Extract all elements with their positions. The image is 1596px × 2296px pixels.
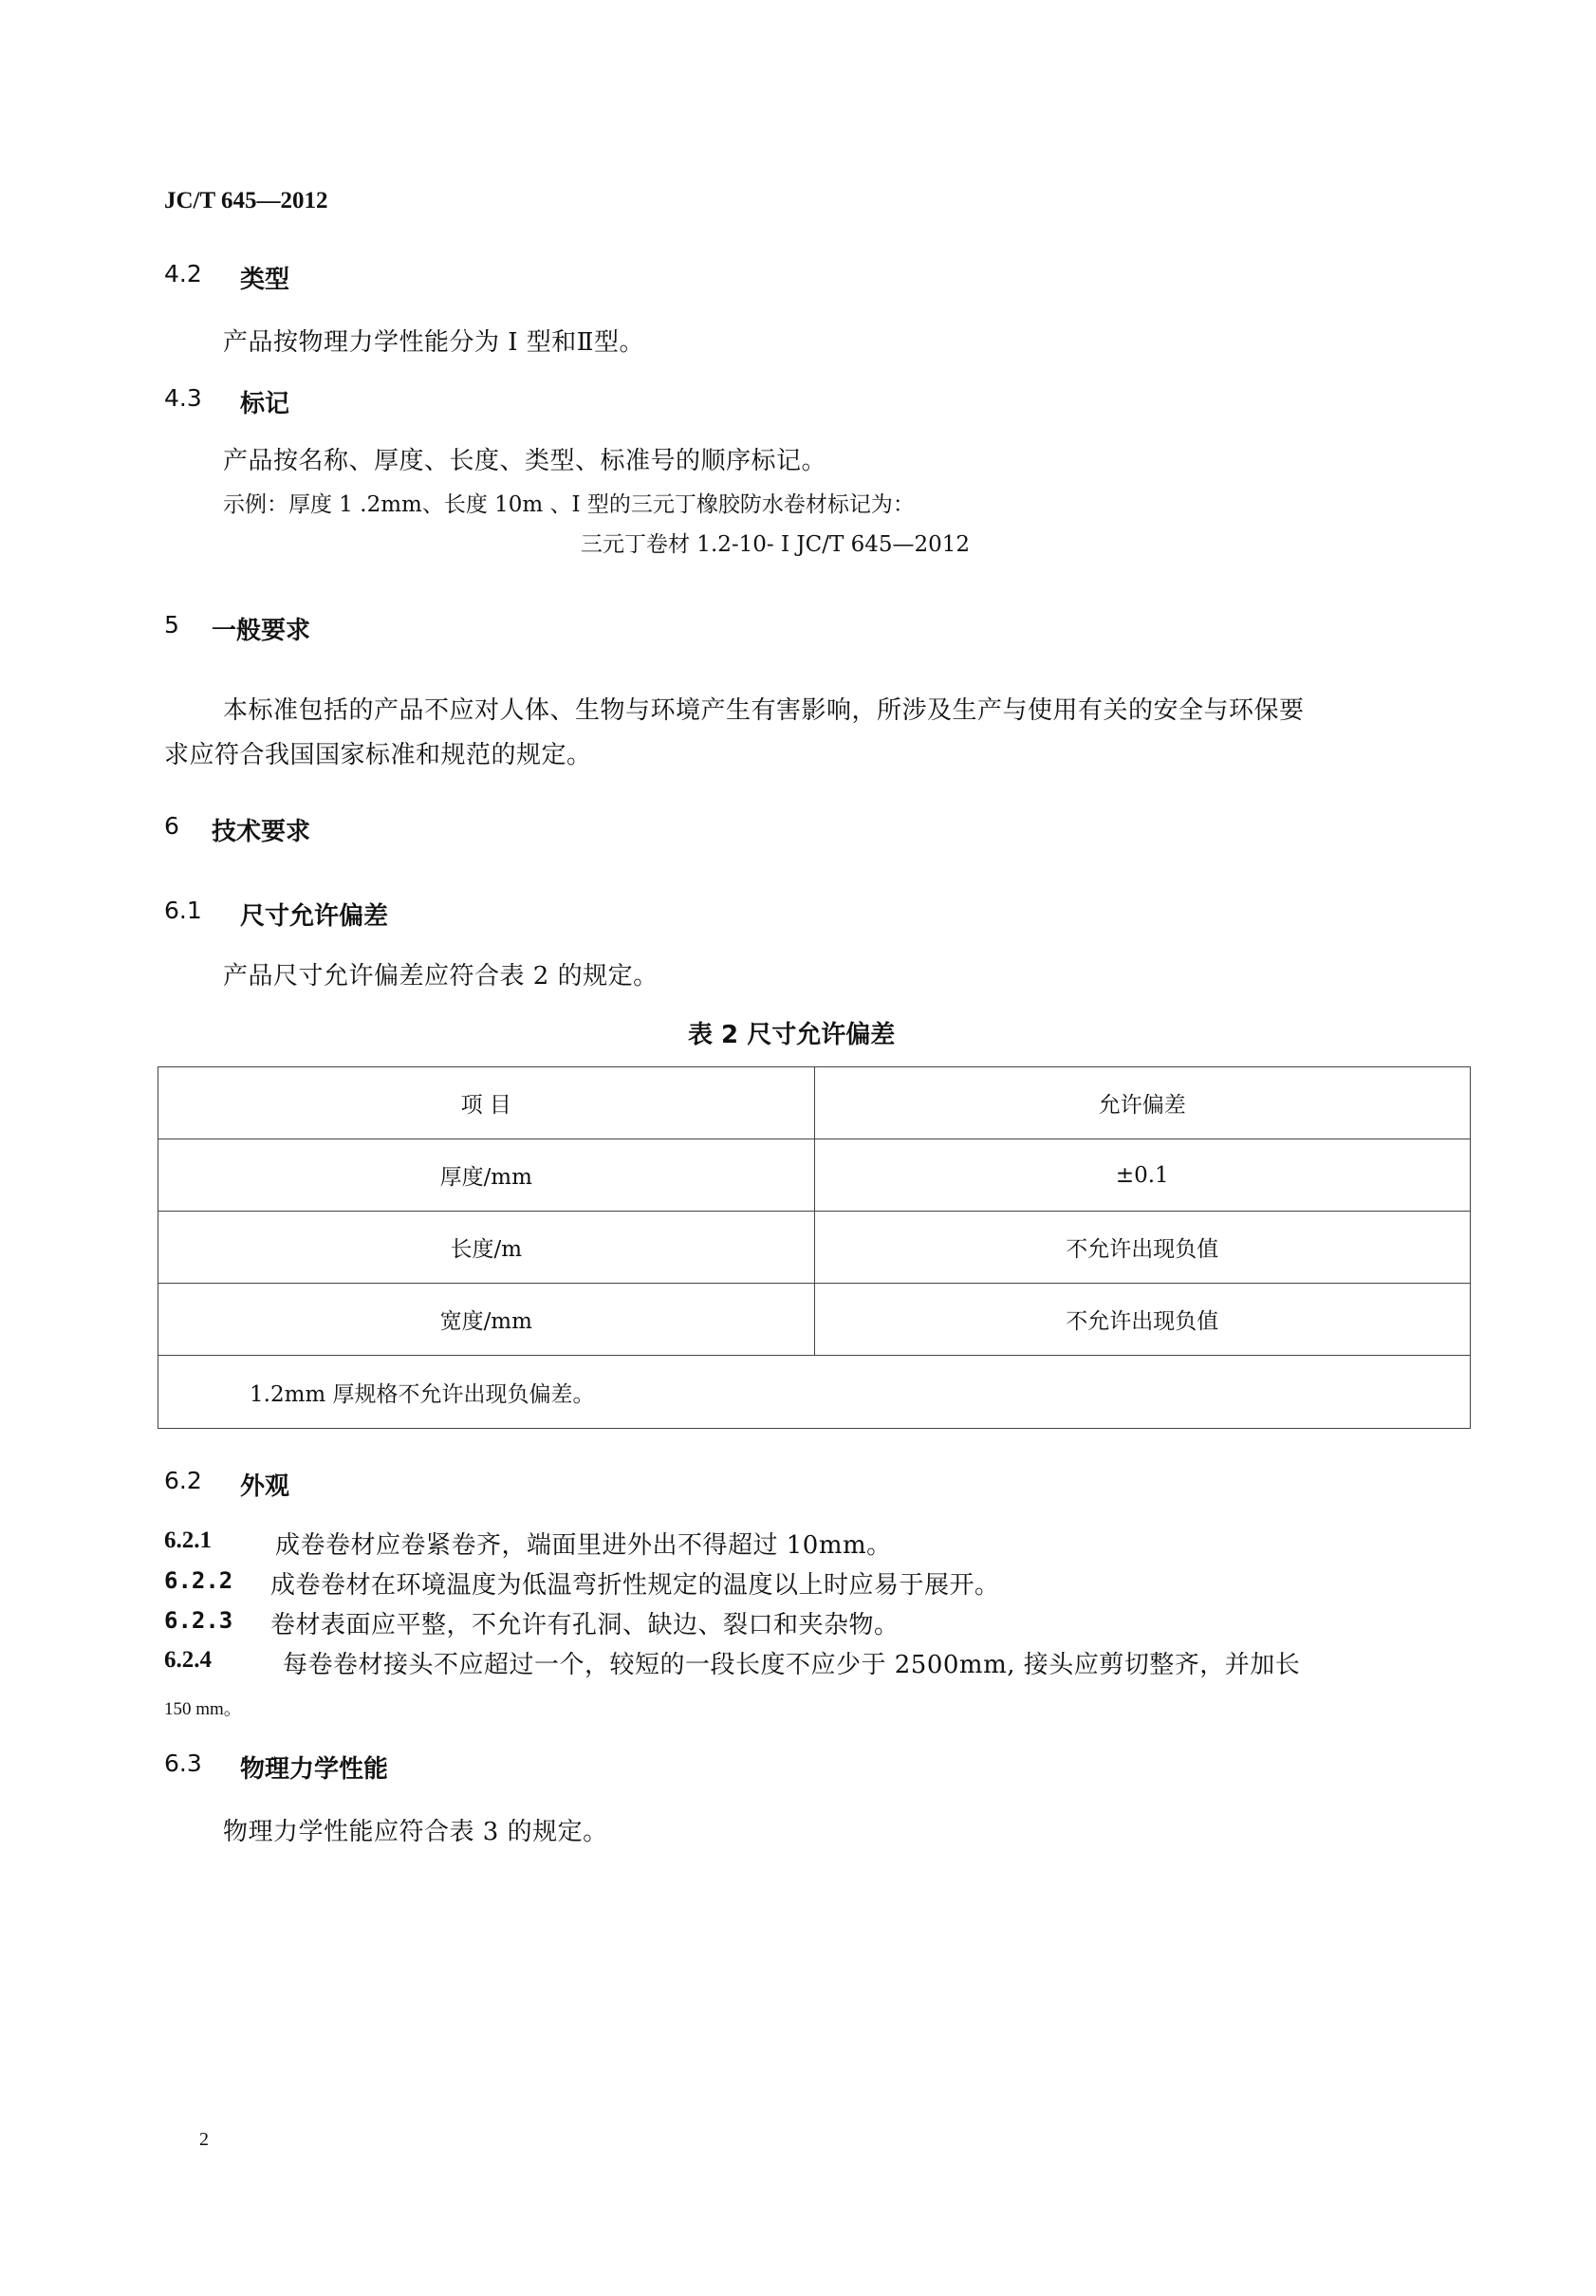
marking-example: 三元丁卷材 1.2-10- Ⅰ JC/T 645—2012	[581, 532, 971, 557]
item-6-2-4-text: 每卷卷材接头不应超过一个，较短的一段长度不应少于 2500mm, 接头应剪切整齐，并加长	[283, 1651, 1301, 1679]
item-6-2-4-number: 6.2.4	[164, 1647, 212, 1673]
table-cell-item: 宽度/mm	[158, 1284, 815, 1356]
section-6-title: 技术要求	[212, 818, 311, 846]
section-4-3-text: 产品按名称、厚度、长度、类型、标准号的顺序标记。	[223, 447, 827, 475]
section-6-1-number: 6.1	[164, 897, 202, 924]
table-header-row	[158, 1067, 1471, 1139]
section-5-line2: 求应符合我国国家标准和规范的规定。	[164, 741, 592, 769]
example-text: 示例：厚度 1 .2mm、长度 10m 、I 型的三元丁橡胶防水卷材标记为：	[223, 492, 915, 517]
page-number: 2	[199, 2129, 209, 2150]
table-cell-item: 厚度/mm	[158, 1139, 815, 1212]
item-6-2-1-text: 成卷卷材应卷紧卷齐，端面里进外出不得超过 10mm。	[275, 1531, 892, 1560]
table-header-item: 项 目	[158, 1067, 815, 1139]
table-cell-tolerance: 不允许出现负值	[814, 1212, 1471, 1284]
item-6-2-3-number: 6.2.3	[164, 1607, 233, 1634]
item-6-2-4-continuation: 150 mm。	[164, 1699, 242, 1719]
table-cell-tolerance: 不允许出现负值	[814, 1284, 1471, 1356]
section-4-2-title: 类型	[240, 266, 290, 294]
item-6-2-2-text: 成卷卷材在环境温度为低温弯折性规定的温度以上时应易于展开。	[270, 1571, 1000, 1600]
item-6-2-3-text: 卷材表面应平整，不允许有孔洞、缺边、裂口和夹杂物。	[270, 1611, 900, 1639]
table-cell-tolerance: ±0.1	[814, 1139, 1471, 1212]
table-row	[158, 1139, 1471, 1212]
dimension-tolerance-table	[158, 1066, 1471, 1429]
table-row	[158, 1212, 1471, 1284]
item-6-2-1-number: 6.2.1	[164, 1528, 212, 1553]
table-note: 1.2mm 厚规格不允许出现负偏差。	[158, 1356, 1471, 1429]
section-4-2-number: 4.2	[164, 260, 202, 287]
section-5-title: 一般要求	[212, 617, 311, 645]
section-4-3-number: 4.3	[164, 384, 202, 412]
section-6-2-title: 外观	[240, 1472, 290, 1501]
section-5-line1: 本标准包括的产品不应对人体、生物与环境产生有害影响，所涉及生产与使用有关的安全与环保要	[223, 696, 1305, 725]
table-row	[158, 1284, 1471, 1356]
table-2-caption: 表 2 尺寸允许偏差	[688, 1021, 896, 1049]
section-6-3-number: 6.3	[164, 1750, 202, 1777]
section-6-1-title: 尺寸允许偏差	[240, 902, 389, 931]
section-6-3-title: 物理力学性能	[240, 1755, 389, 1784]
section-6-2-number: 6.2	[164, 1467, 202, 1494]
table-header-tolerance: 允许偏差	[814, 1067, 1471, 1139]
table-cell-item: 长度/m	[158, 1212, 815, 1284]
section-6-1-text: 产品尺寸允许偏差应符合表 2 的规定。	[223, 962, 659, 991]
section-4-2-text: 产品按物理力学性能分为 Ⅰ 型和Ⅱ型。	[223, 328, 644, 357]
section-5-number: 5	[164, 611, 179, 639]
table-note-row	[158, 1356, 1471, 1429]
item-6-2-2-number: 6.2.2	[164, 1567, 233, 1594]
document-code: JC/T 645—2012	[164, 188, 328, 213]
section-6-3-text: 物理力学性能应符合表 3 的规定。	[223, 1818, 608, 1846]
section-4-3-title: 标记	[240, 390, 290, 418]
section-6-number: 6	[164, 812, 179, 840]
